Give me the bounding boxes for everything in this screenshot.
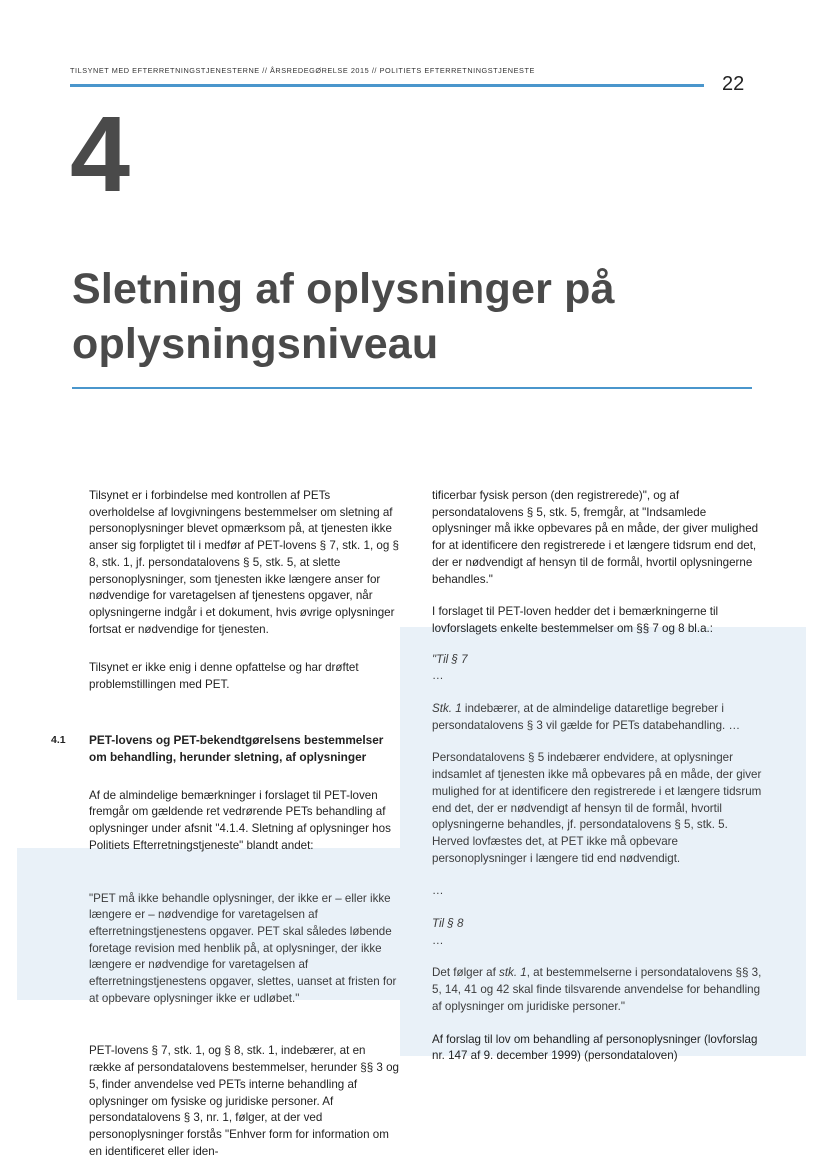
body-paragraph: Af de almindelige bemærkninger i forslaget til PET-loven fremgår om gældende ret vedrørende PETs behandling af oplysninger under afsnit "4.1.4. Sletning af oplysninger hos Politiets Efterretningstjeneste" blandt andet: <box>89 788 391 852</box>
quote-text: , at bestemmelserne i persondatalovens §§ 3, 5, 14, 41 og 42 skal finde tilsvarende anvendelse for behandling af oplysninger om juridiske personer." <box>432 966 762 1013</box>
page-number: 22 <box>722 73 745 95</box>
quote-text: Det følger af <box>432 966 500 980</box>
quote-paragraph: Persondatalovens § 5 indebærer endvidere, at oplysninger indsamlet af tjenesten ikke må opbevares på en måde, der giver mulighed for at identificere den registrerede i et længere tidsrum end det, der er nødvendigt af hensyn til de formål, hvortil oplysningerne behandles, jf. persondatalovens § 5, stk. 5. Herved lovfæstes det, at PET ikke må opbevare personoplysninger i længere tid end nødvendigt. <box>432 751 762 865</box>
body-paragraph: Af forslag til lov om behandling af personoplysninger (lovforslag nr. 147 af 9. december 1999) (persondataloven) <box>432 1032 758 1063</box>
chapter-title-line-1: Sletning af oplysninger på <box>72 265 615 313</box>
quote-paragraph <box>432 965 762 1015</box>
chapter-number: 4 <box>70 93 131 214</box>
chapter-title <box>72 262 752 372</box>
quote-text: indebærer, at de almindelige dataretlige begreber i persondatalovens § 3 vil gælde for PETs databehandling. … <box>432 702 741 732</box>
stk-label: Stk. 1 <box>432 702 462 716</box>
running-header: TILSYNET MED EFTERRETNINGSTJENESTERNE // ÅRSREDEGØRELSE 2015 // POLITIETS EFTERRETNINGSTJENESTE <box>70 66 535 75</box>
quote-heading-par-8: Til § 8 <box>432 917 464 931</box>
quote-ellipsis: … <box>432 933 444 947</box>
quote-ellipsis: … <box>432 884 444 898</box>
block-quote: "PET må ikke behandle oplysninger, der ikke er – eller ikke længere er – nødvendige for varetagelsen af efterretningstjenestens opgaver. PET skal således løbende foretage revision med henblik på, at oplysninger, der ikke længere er nødvendige for varetagelsen af efterretningstjenestens opgaver, slettes, uanset at fristen for at opbevare oplysninger ikke er udløbet." <box>89 891 397 1005</box>
left-column <box>51 488 399 1160</box>
quote-paragraph <box>432 701 762 734</box>
right-column <box>432 488 762 1065</box>
quote-ellipsis: … <box>432 669 444 683</box>
body-paragraph: Tilsynet er ikke enig i denne opfattelse og har drøftet problemstillingen med PET. <box>89 661 359 692</box>
body-paragraph: PET-lovens § 7, stk. 1, og § 8, stk. 1, indebærer, at en række af persondatalovens bestemmelser, herunder §§ 3 og 5, finder anvendelse ved PETs interne behandling af oplysninger om fysiske og juridiske personer. Af persondatalovens § 3, nr. 1, følger, at der ved personoplysninger forstås "Enhver form for information om en identificeret eller iden- <box>89 1044 399 1158</box>
body-paragraph: Tilsynet er i forbindelse med kontrollen af PETs overholdelse af lovgivningens bestemmelser om sletning af personoplysninger blevet opmærksom på, at tjenesten ikke anser sig forpligtet til i medfør af PET-lovens § 7, stk. 1, og § 8, stk. 1, jf. persondatalovens § 5, stk. 5, at slette personoplysninger, som tjenesten ikke længere anser for nødvendige for varetagelsen af tjenestens opgaver, når oplysningerne indgår i et dokument, hvis øvrige oplysninger fortsat er nødvendige for tjenesten. <box>89 489 399 636</box>
section-number: 4.1 <box>51 733 66 746</box>
header-rule <box>70 84 704 87</box>
body-paragraph: tificerbar fysisk person (den registrerede)", og af persondatalovens § 5, stk. 5, fremgår, at "Indsamlede oplysninger må ikke opbevares på en måde, der giver mulighed for at identificere den registrerede i et længere tidsrum end det, der er nødvendigt af hensyn til de formål, hvortil oplysningerne behandles." <box>432 489 759 586</box>
quote-heading-par-7: "Til § 7 <box>432 652 468 666</box>
stk-label: stk. 1 <box>499 966 527 980</box>
section-heading <box>51 732 399 766</box>
section-title: PET-lovens og PET-bekendtgørelsens bestemmelser om behandling, herunder sletning, af oplysninger <box>89 732 384 764</box>
chapter-title-line-2: oplysningsniveau <box>72 320 439 368</box>
title-rule <box>72 387 752 389</box>
body-paragraph: I forslaget til PET-loven hedder det i bemærkningerne til lovforslagets enkelte bestemmelser om §§ 7 og 8 bl.a.: <box>432 605 719 635</box>
